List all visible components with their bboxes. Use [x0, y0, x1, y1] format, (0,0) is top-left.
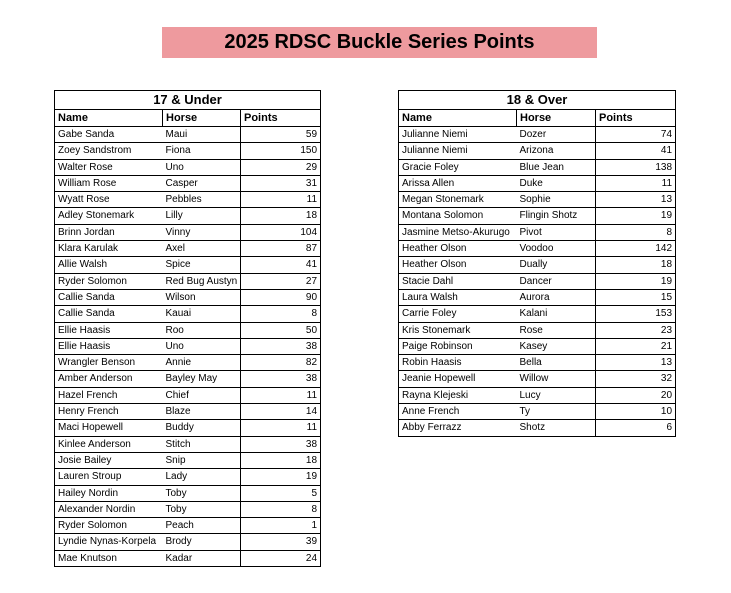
points-cell: 27: [241, 273, 321, 289]
points-cell: 8: [241, 501, 321, 517]
table-row: [55, 224, 321, 240]
points-cell: 39: [241, 534, 321, 550]
table-row: [55, 306, 321, 322]
table-row: [399, 175, 676, 191]
rider-name-cell: Alexander Nordin: [55, 501, 163, 517]
points-cell: 153: [596, 306, 676, 322]
points-cell: 29: [241, 159, 321, 175]
horse-name-cell: Arizona: [517, 143, 596, 159]
table-row: [55, 518, 321, 534]
rider-name-cell: Hailey Nordin: [55, 485, 163, 501]
points-cell: 90: [241, 289, 321, 305]
rider-name-cell: Abby Ferrazz: [399, 420, 517, 436]
horse-name-cell: Rose: [517, 322, 596, 338]
table-row: [55, 257, 321, 273]
table-row: [55, 371, 321, 387]
points-cell: 13: [596, 355, 676, 371]
points-cell: 11: [241, 420, 321, 436]
horse-name-cell: Aurora: [517, 289, 596, 305]
horse-name-cell: Ty: [517, 404, 596, 420]
points-cell: 38: [241, 436, 321, 452]
points-cell: 15: [596, 289, 676, 305]
horse-name-cell: Lilly: [163, 208, 241, 224]
table-row: [55, 469, 321, 485]
rider-name-cell: Rayna Klejeski: [399, 387, 517, 403]
rider-name-cell: Kinlee Anderson: [55, 436, 163, 452]
points-cell: 13: [596, 192, 676, 208]
points-cell: 38: [241, 338, 321, 354]
table-row: [399, 322, 676, 338]
rider-name-cell: Brinn Jordan: [55, 224, 163, 240]
rider-name-cell: Mae Knutson: [55, 550, 163, 566]
table-row: [55, 208, 321, 224]
horse-name-cell: Toby: [163, 501, 241, 517]
rider-name-cell: Maci Hopewell: [55, 420, 163, 436]
group-title: 18 & Over: [399, 91, 676, 110]
rider-name-cell: Ryder Solomon: [55, 518, 163, 534]
horse-name-cell: Maui: [163, 127, 241, 143]
table-row: [399, 273, 676, 289]
rider-name-cell: Adley Stonemark: [55, 208, 163, 224]
rider-name-cell: Lyndie Nynas-Korpela: [55, 534, 163, 550]
table-row: [55, 289, 321, 305]
table-row: [55, 387, 321, 403]
points-cell: 10: [596, 404, 676, 420]
table-row: [55, 404, 321, 420]
points-cell: 11: [241, 192, 321, 208]
rider-name-cell: Zoey Sandstrom: [55, 143, 163, 159]
horse-name-cell: Willow: [517, 371, 596, 387]
points-cell: 11: [241, 387, 321, 403]
table-row: [55, 273, 321, 289]
table-row: [399, 420, 676, 436]
points-cell: 142: [596, 241, 676, 257]
table-row: [399, 143, 676, 159]
table-row: [55, 550, 321, 566]
horse-name-cell: Buddy: [163, 420, 241, 436]
page-title: 2025 RDSC Buckle Series Points: [162, 27, 597, 58]
table-row: [399, 306, 676, 322]
rider-name-cell: Walter Rose: [55, 159, 163, 175]
table-row: [55, 338, 321, 354]
horse-name-cell: Axel: [163, 241, 241, 257]
horse-name-cell: Roo: [163, 322, 241, 338]
table-row: [55, 501, 321, 517]
horse-name-cell: Dancer: [517, 273, 596, 289]
rider-name-cell: Carrie Foley: [399, 306, 517, 322]
rider-name-cell: Anne French: [399, 404, 517, 420]
horse-name-cell: Flingin Shotz: [517, 208, 596, 224]
horse-name-cell: Chief: [163, 387, 241, 403]
horse-name-cell: Toby: [163, 485, 241, 501]
table-body: [399, 127, 676, 437]
points-cell: 6: [596, 420, 676, 436]
table-row: [55, 534, 321, 550]
rider-name-cell: Allie Walsh: [55, 257, 163, 273]
table-row: [399, 404, 676, 420]
horse-name-cell: Blaze: [163, 404, 241, 420]
points-cell: 5: [241, 485, 321, 501]
rider-name-cell: Wrangler Benson: [55, 355, 163, 371]
rider-name-cell: Wyatt Rose: [55, 192, 163, 208]
table-row: [55, 355, 321, 371]
horse-name-cell: Blue Jean: [517, 159, 596, 175]
horse-name-cell: Lucy: [517, 387, 596, 403]
table-body: [55, 127, 321, 567]
table-row: [55, 452, 321, 468]
column-header-horse: Horse: [517, 110, 596, 127]
points-cell: 41: [241, 257, 321, 273]
rider-name-cell: Kris Stonemark: [399, 322, 517, 338]
horse-name-cell: Lady: [163, 469, 241, 485]
rider-name-cell: Megan Stonemark: [399, 192, 517, 208]
points-cell: 21: [596, 338, 676, 354]
horse-name-cell: Snip: [163, 452, 241, 468]
table-row: [399, 289, 676, 305]
horse-name-cell: Pivot: [517, 224, 596, 240]
table-row: [55, 241, 321, 257]
horse-name-cell: Sophie: [517, 192, 596, 208]
points-cell: 150: [241, 143, 321, 159]
points-cell: 18: [241, 208, 321, 224]
rider-name-cell: Stacie Dahl: [399, 273, 517, 289]
table-row: [55, 436, 321, 452]
horse-name-cell: Brody: [163, 534, 241, 550]
rider-name-cell: Josie Bailey: [55, 452, 163, 468]
points-cell: 24: [241, 550, 321, 566]
rider-name-cell: Amber Anderson: [55, 371, 163, 387]
points-cell: 19: [241, 469, 321, 485]
horse-name-cell: Kauai: [163, 306, 241, 322]
table-row: [399, 371, 676, 387]
horse-name-cell: Kalani: [517, 306, 596, 322]
horse-name-cell: Casper: [163, 175, 241, 191]
group-title: 17 & Under: [55, 91, 321, 110]
points-cell: 8: [596, 224, 676, 240]
rider-name-cell: Ellie Haasis: [55, 338, 163, 354]
points-cell: 8: [241, 306, 321, 322]
rider-name-cell: Jeanie Hopewell: [399, 371, 517, 387]
horse-name-cell: Wilson: [163, 289, 241, 305]
horse-name-cell: Fiona: [163, 143, 241, 159]
horse-name-cell: Stitch: [163, 436, 241, 452]
table-row: [55, 485, 321, 501]
table-row: [55, 127, 321, 143]
table-row: [399, 338, 676, 354]
rider-name-cell: Laura Walsh: [399, 289, 517, 305]
column-header-points: Points: [241, 110, 321, 127]
points-cell: 82: [241, 355, 321, 371]
horse-name-cell: Shotz: [517, 420, 596, 436]
rider-name-cell: Callie Sanda: [55, 289, 163, 305]
horse-name-cell: Duke: [517, 175, 596, 191]
points-cell: 19: [596, 208, 676, 224]
table-row: [55, 159, 321, 175]
horse-name-cell: Uno: [163, 338, 241, 354]
standings-table-18-and-over: [398, 90, 676, 437]
points-cell: 74: [596, 127, 676, 143]
points-cell: 11: [596, 175, 676, 191]
rider-name-cell: Heather Olson: [399, 257, 517, 273]
column-header-name: Name: [399, 110, 517, 127]
rider-name-cell: Ryder Solomon: [55, 273, 163, 289]
table-row: [399, 159, 676, 175]
points-cell: 31: [241, 175, 321, 191]
horse-name-cell: Kasey: [517, 338, 596, 354]
rider-name-cell: Julianne Niemi: [399, 143, 517, 159]
table-row: [399, 241, 676, 257]
table-row: [55, 175, 321, 191]
horse-name-cell: Red Bug Austyn: [163, 273, 241, 289]
points-cell: 87: [241, 241, 321, 257]
table-row: [55, 322, 321, 338]
table-row: [399, 208, 676, 224]
rider-name-cell: Robin Haasis: [399, 355, 517, 371]
rider-name-cell: Klara Karulak: [55, 241, 163, 257]
horse-name-cell: Vinny: [163, 224, 241, 240]
horse-name-cell: Voodoo: [517, 241, 596, 257]
horse-name-cell: Dozer: [517, 127, 596, 143]
points-cell: 138: [596, 159, 676, 175]
rider-name-cell: Arissa Allen: [399, 175, 517, 191]
rider-name-cell: Lauren Stroup: [55, 469, 163, 485]
points-cell: 23: [596, 322, 676, 338]
rider-name-cell: Gabe Sanda: [55, 127, 163, 143]
standings-table-17-and-under: [54, 90, 321, 567]
horse-name-cell: Pebbles: [163, 192, 241, 208]
points-cell: 18: [596, 257, 676, 273]
table-row: [55, 143, 321, 159]
points-cell: 20: [596, 387, 676, 403]
rider-name-cell: Henry French: [55, 404, 163, 420]
points-cell: 1: [241, 518, 321, 534]
table-row: [399, 355, 676, 371]
horse-name-cell: Bella: [517, 355, 596, 371]
points-cell: 18: [241, 452, 321, 468]
points-cell: 59: [241, 127, 321, 143]
rider-name-cell: Montana Solomon: [399, 208, 517, 224]
table-row: [55, 192, 321, 208]
points-cell: 32: [596, 371, 676, 387]
horse-name-cell: Dually: [517, 257, 596, 273]
rider-name-cell: Gracie Foley: [399, 159, 517, 175]
column-header-points: Points: [596, 110, 676, 127]
points-cell: 14: [241, 404, 321, 420]
table-row: [399, 257, 676, 273]
table-row: [399, 387, 676, 403]
rider-name-cell: Hazel French: [55, 387, 163, 403]
horse-name-cell: Bayley May: [163, 371, 241, 387]
rider-name-cell: Paige Robinson: [399, 338, 517, 354]
table-row: [399, 127, 676, 143]
column-header-name: Name: [55, 110, 163, 127]
rider-name-cell: Jasmine Metso-Akurugo: [399, 224, 517, 240]
table-row: [399, 192, 676, 208]
column-header-horse: Horse: [163, 110, 241, 127]
points-cell: 19: [596, 273, 676, 289]
points-cell: 41: [596, 143, 676, 159]
horse-name-cell: Uno: [163, 159, 241, 175]
rider-name-cell: William Rose: [55, 175, 163, 191]
points-cell: 38: [241, 371, 321, 387]
points-cell: 104: [241, 224, 321, 240]
rider-name-cell: Ellie Haasis: [55, 322, 163, 338]
table-row: [55, 420, 321, 436]
horse-name-cell: Spice: [163, 257, 241, 273]
rider-name-cell: Heather Olson: [399, 241, 517, 257]
horse-name-cell: Kadar: [163, 550, 241, 566]
rider-name-cell: Julianne Niemi: [399, 127, 517, 143]
points-cell: 50: [241, 322, 321, 338]
table-row: [399, 224, 676, 240]
rider-name-cell: Callie Sanda: [55, 306, 163, 322]
horse-name-cell: Peach: [163, 518, 241, 534]
horse-name-cell: Annie: [163, 355, 241, 371]
